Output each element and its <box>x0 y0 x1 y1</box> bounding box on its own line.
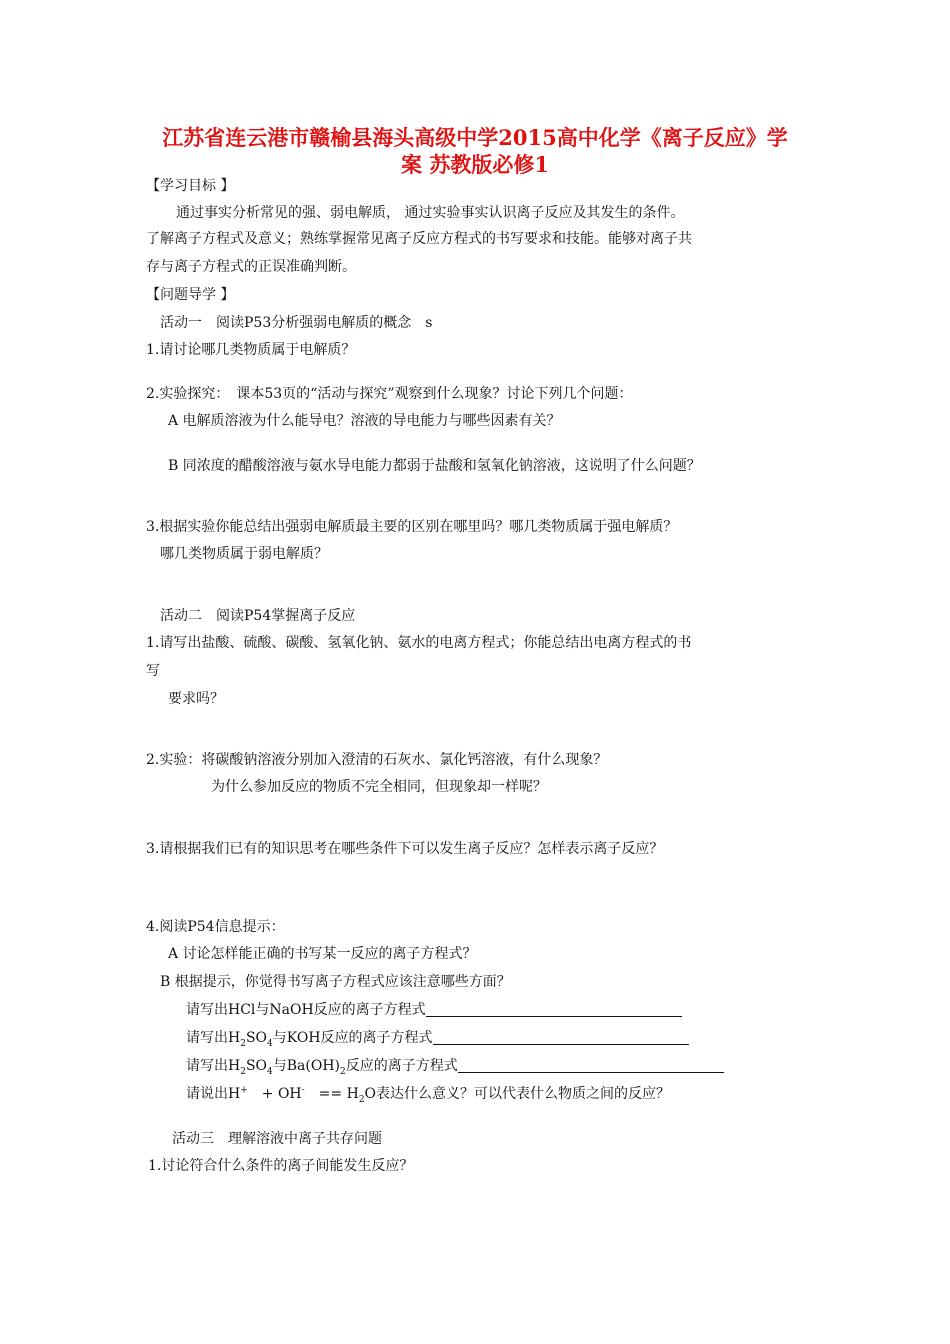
activity-2-question-2-cont: 为什么参加反应的物质不完全相同，但现象却一样呢？ <box>211 779 547 795</box>
activity-2-title: 活动二 阅读P54掌握离子反应 <box>160 608 356 624</box>
exercise-h2so4-baoh2-text-b: SO <box>245 1058 268 1074</box>
exercise-h2so4-baoh2-text-c: 与Ba(OH) <box>272 1058 341 1074</box>
exercise-hcl-naoh <box>186 1001 682 1019</box>
subscript: 4 <box>267 1038 273 1049</box>
answer-blank-1[interactable] <box>426 1002 682 1017</box>
subscript: 2 <box>240 1066 246 1077</box>
exercise-h-oh-text-a: 请说出H <box>186 1086 241 1102</box>
exercise-h-oh-text-b: + OH <box>247 1086 302 1102</box>
goals-paragraph-1: 通过事实分析常见的强、弱电解质， 通过实验事实认识离子反应及其发生的条件。 <box>176 205 685 221</box>
subscript: 2 <box>240 1038 246 1049</box>
activity-1-question-3-cont: 哪几类物质属于弱电解质？ <box>160 546 328 562</box>
superscript: + <box>240 1085 248 1096</box>
activity-2-question-1-wrap: 写 <box>146 663 160 679</box>
superscript: - <box>301 1085 305 1096</box>
exercise-h2so4-koh <box>186 1029 689 1047</box>
exercise-h2so4-koh-text-c: 与KOH反应的离子方程式 <box>272 1030 433 1046</box>
exercise-h2so4-baoh2-text-d: 反应的离子方程式 <box>345 1058 458 1074</box>
goals-heading: 【学习目标 】 <box>146 178 235 194</box>
activity-2-question-4b: B 根据提示，你觉得书写离子方程式应该注意哪些方面？ <box>160 974 511 990</box>
answer-blank-2[interactable] <box>433 1030 689 1045</box>
answer-blank-3[interactable] <box>458 1058 724 1073</box>
activity-2-question-4: 4.阅读P54信息提示： <box>146 919 285 935</box>
exercise-h-oh-text-c: == H <box>304 1086 359 1102</box>
activity-1-question-2a: A 电解质溶液为什么能导电？溶液的导电能力与哪些因素有关？ <box>168 413 561 429</box>
exercise-hcl-naoh-text: 请写出HCl与NaOH反应的离子方程式 <box>186 1002 426 1018</box>
activity-1-question-2b: B 同浓度的醋酸溶液与氨水导电能力都弱于盐酸和氢氧化钠溶液，这说明了什么问题？ <box>168 458 701 474</box>
activity-1-question-2: 2.实验探究： 课本53页的“活动与探究”观察到什么现象？讨论下列几个问题： <box>146 386 633 402</box>
subscript: 2 <box>358 1094 365 1105</box>
subscript: 2 <box>340 1066 346 1077</box>
exercise-h2so4-baoh2-text-a: 请写出H <box>186 1058 241 1074</box>
activity-1-question-3: 3.根据实验你能总结出强弱电解质最主要的区别在哪里吗？哪几类物质属于强电解质？ <box>146 519 678 535</box>
activity-2-question-1-cont: 要求吗？ <box>168 691 224 707</box>
exercise-h2so4-koh-text-a: 请写出H <box>186 1030 241 1046</box>
exercise-h-oh-meaning <box>186 1085 670 1103</box>
activity-3-title: 活动三 理解溶液中离子共存问题 <box>172 1131 382 1147</box>
document-title <box>120 124 830 178</box>
goals-paragraph-3: 存与离子方程式的正误准确判断。 <box>146 259 356 275</box>
guide-heading: 【问题导学 】 <box>146 287 235 303</box>
subscript: 4 <box>267 1066 273 1077</box>
activity-2-question-4a: A 讨论怎样能正确的书写某一反应的离子方程式？ <box>168 946 477 962</box>
activity-2-question-3: 3.请根据我们已有的知识思考在哪些条件下可以发生离子反应？怎样表示离子反应？ <box>146 841 664 857</box>
exercise-h2so4-koh-text-b: SO <box>245 1030 268 1046</box>
exercise-h-oh-text-d: O表达什么意义？可以代表什么物质之间的反应？ <box>364 1086 671 1102</box>
activity-2-question-1: 1.请写出盐酸、硫酸、碳酸、氢氧化钠、氨水的电离方程式；你能总结出电离方程式的书 <box>146 635 692 651</box>
activity-3-question-1: 1.讨论符合什么条件的离子间能发生反应？ <box>148 1158 414 1174</box>
activity-2-question-2: 2.实验：将碳酸钠溶液分别加入澄清的石灰水、氯化钙溶液，有什么现象？ <box>146 752 608 768</box>
goals-paragraph-2: 了解离子方程式及意义；熟练掌握常见离子反应方程式的书写要求和技能。能够对离子共 <box>146 231 692 247</box>
title-line-1: 江苏省连云港市赣榆县海头高级中学2015高中化学《离子反应》学 <box>162 125 788 150</box>
exercise-h2so4-baoh2 <box>186 1057 724 1075</box>
activity-1-question-1: 1.请讨论哪几类物质属于电解质？ <box>146 342 356 358</box>
activity-1-title: 活动一 阅读P53分析强弱电解质的概念 s <box>160 315 433 331</box>
title-line-2: 案 苏教版必修1 <box>401 152 549 177</box>
